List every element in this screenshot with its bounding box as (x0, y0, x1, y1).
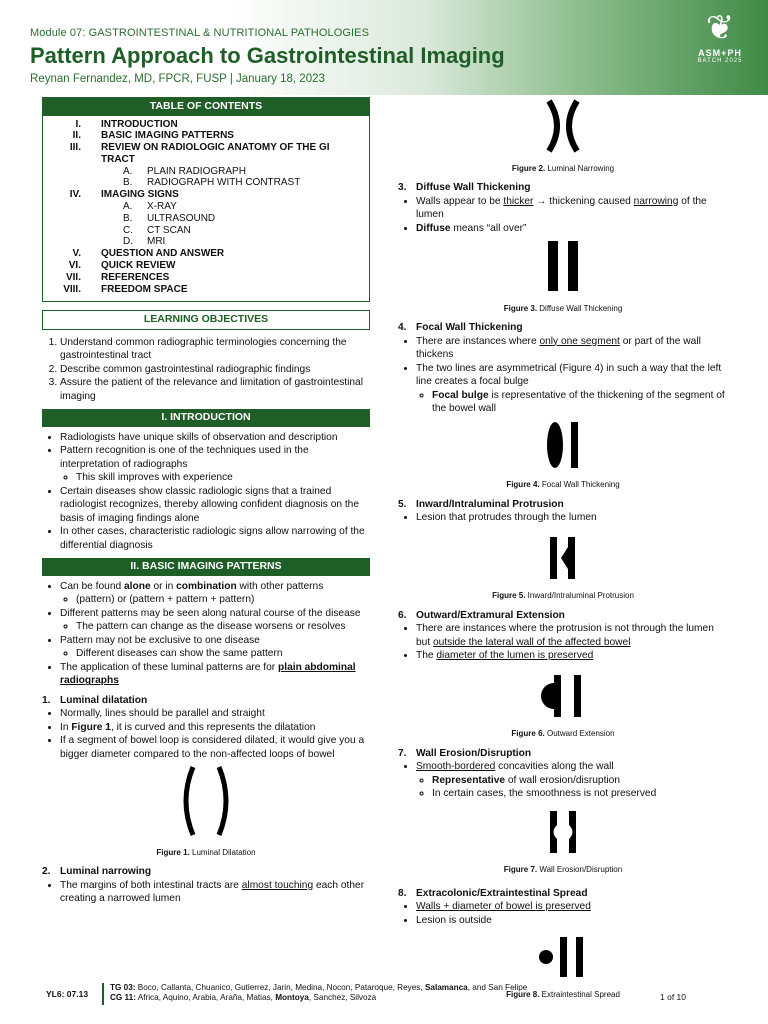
footer-divider (102, 983, 104, 1005)
list-item: • Certain diseases show classic radiologic signs that a trained radiologist recognizes, thereby allowing confident diagnosis on the basis of imaging findings alone (60, 485, 370, 526)
page-header (0, 0, 768, 95)
logo-sub: BATCH 2025 (697, 58, 743, 64)
group-credits: TG 03: Boco, Callanta, Chuanico, Gutierrez, Jarin, Medina, Nocon, Pataroque, Reyes, Salamanca, and San Felipe CG 11: Africa, Aquino, Arabia, Araña, Matias, Montoya, Sanchez, Silvoza (110, 983, 528, 1002)
list-item (60, 444, 370, 485)
toc-subitem: A. X-RAY (123, 201, 177, 213)
list-item: • There are instances where only one segment or part of the wall thickens (416, 335, 728, 362)
right-column (398, 97, 728, 1007)
section-2-list (42, 879, 370, 906)
list-item: • Radiologists have unique skills of observation and description (60, 431, 370, 445)
section-5-heading: 5. Inward/Intraluminal Protrusion (398, 498, 564, 510)
section-6-list (398, 622, 728, 663)
intro-list (42, 431, 370, 553)
list-item: • There are instances where the protrusion is not through the lumen but outside the lateral wall of the affected bowel (416, 622, 728, 649)
list-item: • In other cases, characteristic radiologic signs allow narrowing of the differential diagnosis (60, 525, 370, 552)
page-footer (0, 983, 768, 1024)
toc-subitem: B. RADIOGRAPH WITH CONTRAST (123, 177, 301, 189)
toc-subitem: A. PLAIN RADIOGRAPH (123, 165, 246, 177)
figure-8-caption: Figure 8. Extraintestinal Spread (506, 989, 620, 999)
page-number: 1 of 10 (660, 992, 686, 1002)
list-item: ◦ This skill improves with experience (76, 471, 370, 485)
list-item: • The diameter of the lumen is preserved (416, 649, 728, 663)
list-item: • The application of these luminal patterns are for plain abdominal radiographs (60, 661, 370, 688)
section-4-heading: 4. Focal Wall Thickening (398, 322, 523, 333)
toc-item: VI. QUICK REVIEW (68, 260, 176, 272)
list-item: • Pattern may not be exclusive to one disease ◦ Different diseases can show the same pattern (60, 634, 370, 661)
list-item: • Walls + diameter of bowel is preserved (416, 900, 728, 914)
toc-subitem: C. CT SCAN (123, 224, 191, 236)
figure-8 (398, 935, 728, 984)
toc-item: VIII. FREEDOM SPACE (63, 283, 188, 295)
logo-name: ASM+PH (698, 48, 742, 58)
patterns-list (42, 580, 370, 688)
objectives-title: LEARNING OBJECTIVES (42, 310, 370, 330)
figure-2 (398, 99, 728, 158)
section-1-list (42, 707, 370, 761)
toc-subitem: D. MRI (123, 236, 166, 248)
list-item: 2. Describe common gastrointestinal radiographic findings (60, 363, 370, 377)
intro-title: I. INTRODUCTION (42, 409, 370, 427)
section-3-list (398, 195, 728, 236)
list-item: ◦ In certain cases, the smoothness is not preserved (432, 787, 728, 801)
figure-7 (398, 809, 728, 860)
page-title: Pattern Approach to Gastrointestinal Imaging (30, 43, 505, 68)
section-8-heading: 8. Extracolonic/Extraintestinal Spread (398, 887, 588, 899)
list-item: • Different patterns may be seen along natural course of the disease ◦ The pattern can change as the disease worsens or resolves (60, 607, 370, 634)
batch-logo (690, 8, 750, 78)
toc-item: IV. IMAGING SIGNS (69, 189, 179, 201)
section-1-heading: 1. Luminal dilatation (42, 694, 148, 706)
list-item: 3. Assure the patient of the relevance and limitation of gastrointestinal imaging (60, 376, 370, 403)
figure-2-caption: Figure 2. Luminal Narrowing (511, 163, 615, 173)
section-5-list (398, 511, 728, 525)
section-6-heading: 6. Outward/Extramural Extension (398, 609, 565, 621)
section-4-list (398, 335, 728, 416)
figure-5-caption: Figure 5. Inward/Intraluminal Protrusion (492, 591, 634, 600)
author-line: Reynan Fernandez, MD, FPCR, FUSP | January 18, 2023 (30, 73, 325, 85)
toc-title: TABLE OF CONTENTS (43, 98, 369, 116)
figure-7-caption: Figure 7. Wall Erosion/Disruption (503, 865, 623, 874)
list-item: ◦ (pattern) or (pattern + pattern + pattern) (76, 593, 370, 607)
list-item: • Can be found alone or in combination with other patterns ◦ (pattern) or (pattern + pattern + pattern) (60, 580, 370, 607)
list-item: • The margins of both intestinal tracts are almost touching each other creating a narrowed lumen (60, 879, 370, 906)
list-item: • In Figure 1, it is curved and this represents the dilatation (60, 721, 370, 735)
figure-6 (398, 673, 728, 724)
patterns-title: II. BASIC IMAGING PATTERNS (42, 558, 370, 576)
list-item: 1. Understand common radiographic terminologies concerning the gastrointestinal tract (60, 336, 370, 363)
list-item: • Diffuse means “all over” (416, 222, 728, 236)
module-label: Module 07: GASTROINTESTINAL & NUTRITIONAL PATHOLOGIES (30, 27, 370, 39)
figure-6-caption: Figure 6. Outward Extension (511, 729, 615, 738)
figure-1-caption: Figure 1. Luminal Dilatation (156, 847, 256, 857)
toc-subitem: B. ULTRASOUND (123, 212, 216, 224)
figure-3-caption: Figure 3. Diffuse Wall Thickening (503, 303, 623, 313)
list-item: ◦ The pattern can change as the disease worsens or resolves (76, 620, 370, 634)
section-2-heading: 2. Luminal narrowing (42, 866, 152, 878)
figure-3 (398, 239, 728, 298)
course-code: YL6: 07.13 (46, 989, 89, 999)
list-item: • Walls appear to be thicker → thickening caused narrowing of the lumen (416, 195, 728, 222)
list-item: ◦ Representative of wall erosion/disruption (432, 774, 728, 788)
list-item: ◦ Different diseases can show the same pattern (76, 647, 370, 661)
list-item: • Smooth-bordered concavities along the wall ◦ Representative of wall erosion/disruption ◦ In certain cases, the smoothness is not preserved (416, 760, 728, 801)
section-7-heading: 7. Wall Erosion/Disruption (398, 747, 532, 759)
list-item: ◦ Focal bulge is representative of the thickening of the segment of the bowel wall (432, 389, 728, 416)
figure-1 (42, 765, 370, 842)
section-8-list (398, 900, 728, 927)
toc-item: VII. REFERENCES (65, 271, 170, 283)
list-item: • Lesion that protrudes through the lumen (416, 511, 728, 525)
toc-item: II. BASIC IMAGING PATTERNS (72, 130, 234, 142)
figure-4-caption: Figure 4. Focal Wall Thickening (506, 480, 620, 489)
section-3-heading: 3. Diffuse Wall Thickening (398, 182, 531, 193)
toc-item: III. REVIEW ON RADIOLOGIC ANATOMY OF THE GI TRACT (69, 142, 330, 165)
section-7-list (398, 760, 728, 801)
logo-icon: ❦ (705, 8, 735, 48)
item-text: Pattern recognition is one of the techniques used in the interpretation of radiographs (60, 445, 309, 470)
toc-item: I. INTRODUCTION (75, 118, 178, 130)
list-item: • If a segment of bowel loop is considered dilated, it would give you a bigger diameter compared to the non-affected loops of bowel (60, 734, 370, 761)
toc-list (43, 116, 369, 302)
toc-item: V. QUESTION AND ANSWER (72, 248, 225, 260)
table-of-contents (42, 97, 370, 302)
left-column (42, 97, 370, 906)
figure-4 (398, 420, 728, 475)
list-item: • Lesion is outside (416, 914, 728, 928)
figure-5 (398, 535, 728, 586)
list-item: • Normally, lines should be parallel and straight (60, 707, 370, 721)
objectives-list (42, 336, 370, 404)
list-item: • The two lines are asymmetrical (Figure 4) in such a way that the left line creates a focal bulge ◦ Focal bulge is representative of the thickening of the segment of the bowel wall (416, 362, 728, 416)
